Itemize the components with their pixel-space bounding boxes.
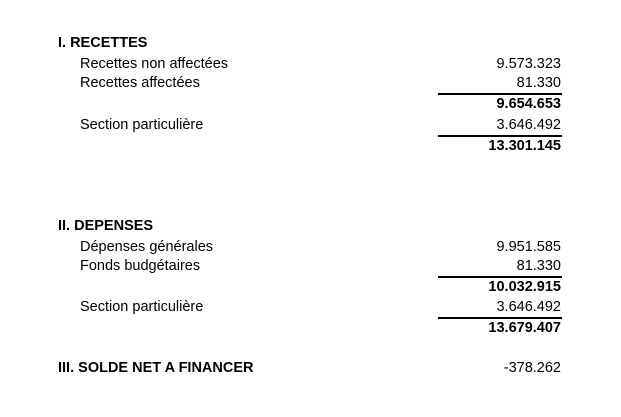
depenses-subtotal: 10.032.915 <box>488 279 561 295</box>
depenses-row-value: 81.330 <box>516 258 561 274</box>
depenses-total: 13.679.407 <box>488 320 561 336</box>
recettes-total: 13.301.145 <box>488 138 561 154</box>
depenses-row-label: Fonds budgétaires <box>80 258 201 274</box>
recettes-section-label: Section particulière <box>80 117 204 133</box>
recettes-row-value: 9.573.323 <box>496 56 561 72</box>
solde-heading: III. SOLDE NET A FINANCER <box>58 360 254 376</box>
depenses-section-value: 3.646.492 <box>496 299 561 315</box>
solde-value: -378.262 <box>503 360 561 376</box>
recettes-row-value: 81.330 <box>516 75 561 91</box>
recettes-heading: I. RECETTES <box>58 35 148 51</box>
depenses-row-label: Dépenses générales <box>80 239 214 255</box>
recettes-row-label: Recettes non affectées <box>80 56 229 72</box>
recettes-section-value: 3.646.492 <box>496 117 561 133</box>
depenses-row-value: 9.951.585 <box>496 239 561 255</box>
recettes-row-label: Recettes affectées <box>80 75 200 91</box>
depenses-heading: II. DEPENSES <box>58 218 154 234</box>
depenses-section-label: Section particulière <box>80 299 204 315</box>
recettes-subtotal: 9.654.653 <box>496 96 561 112</box>
